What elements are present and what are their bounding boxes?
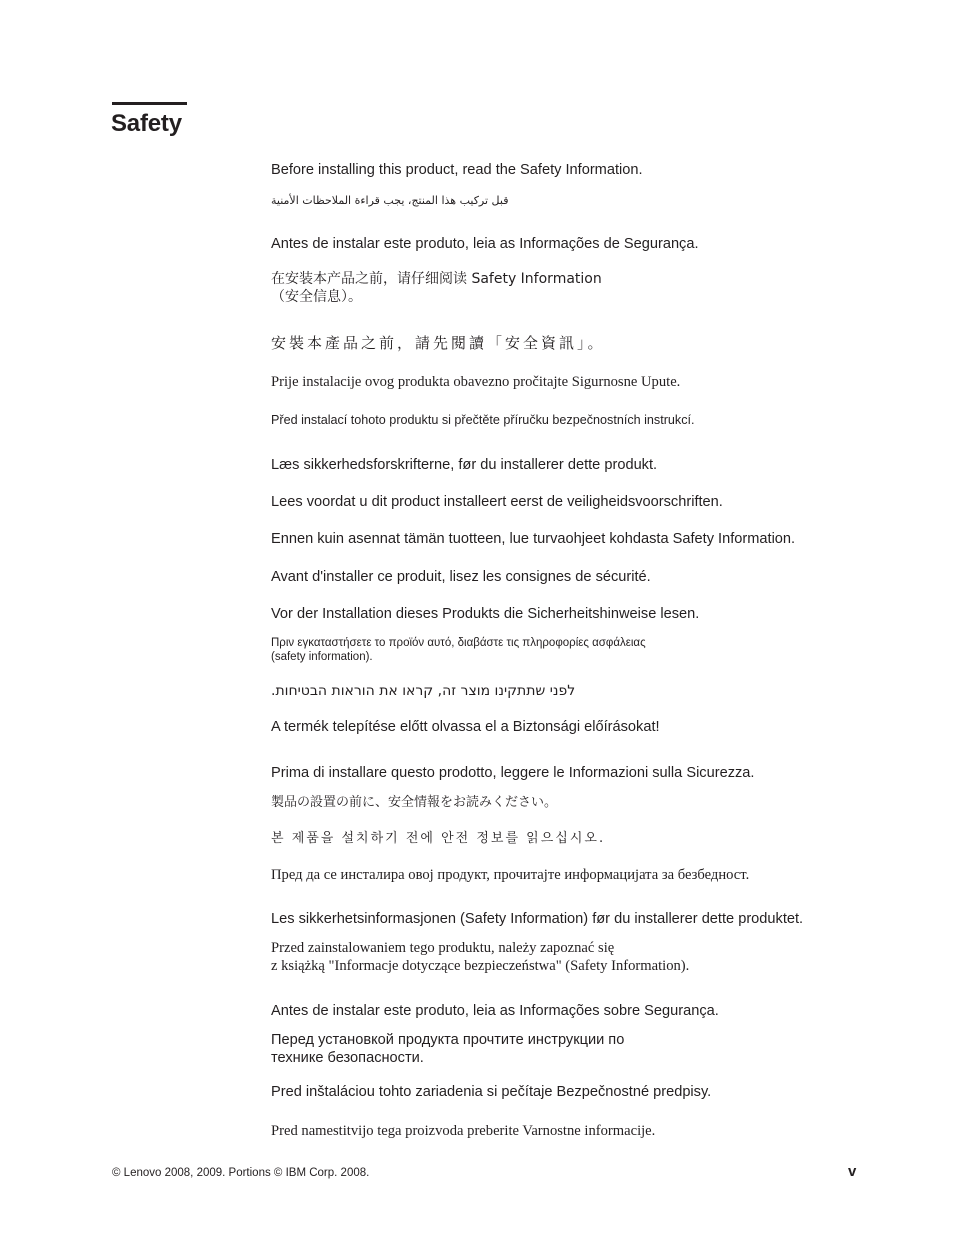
notice-dutch: Lees voordat u dit product installeert eerst de veiligheidsvoorschriften. xyxy=(271,494,723,510)
notice-polish-line1: Przed zainstalowaniem tego produktu, należy zapoznać się xyxy=(271,940,615,956)
notice-russian-line1: Перед установкой продукта прочтите инструкции по xyxy=(271,1032,625,1048)
notice-greek-line1: Πριν εγκαταστήσετε το προϊόν αυτό, διαβάστε τις πληροφορίες ασφάλειας xyxy=(271,637,646,649)
notice-japanese: 製品の設置の前に、安全情報をお読みください。 xyxy=(271,795,558,810)
notice-norwegian: Les sikkerhetsinformasjonen (Safety Information) før du installerer dette produktet. xyxy=(271,911,804,927)
page-title: Safety xyxy=(111,110,182,137)
notice-polish xyxy=(271,939,689,975)
notice-korean: 본 제품을 설치하기 전에 안전 정보를 읽으십시오. xyxy=(271,831,606,846)
notice-croatian: Prije instalacije ovog produkta obavezno pročitajte Sigurnosne Upute. xyxy=(271,374,681,390)
notice-german: Vor der Installation dieses Produkts die Sicherheitshinweise lesen. xyxy=(271,606,700,622)
notice-greek-line2: (safety information). xyxy=(271,651,373,663)
notice-italian: Prima di installare questo prodotto, leggere le Informazioni sulla Sicurezza. xyxy=(271,765,755,781)
notice-greek xyxy=(271,636,646,664)
notice-chinese-simplified-line2: （安全信息）。 xyxy=(271,289,362,305)
notice-french: Avant d'installer ce produit, lisez les consignes de sécurité. xyxy=(271,569,651,585)
notice-russian xyxy=(271,1031,624,1067)
title-rule xyxy=(112,102,187,105)
footer-copyright: © Lenovo 2008, 2009. Portions © IBM Corp. 2008. xyxy=(112,1167,370,1179)
notice-danish: Læs sikkerhedsforskrifterne, før du installerer dette produkt. xyxy=(271,457,658,473)
notice-portuguese: Antes de instalar este produto, leia as Informações sobre Segurança. xyxy=(271,1003,719,1019)
page-number: v xyxy=(848,1163,857,1180)
notice-portuguese-brazil: Antes de instalar este produto, leia as Informações de Segurança. xyxy=(271,236,699,252)
notice-chinese-traditional: 安裝本產品之前，請先閱讀「安全資訊」。 xyxy=(271,334,606,352)
notice-polish-line2: z książką "Informacje dotyczące bezpieczeństwa" (Safety Information). xyxy=(271,958,690,974)
notice-slovak: Pred inštaláciou tohto zariadenia si pečítaje Bezpečnostné predpisy. xyxy=(271,1084,712,1100)
notice-macedonian: Пред да се инсталира овој продукт, прочитајте информацијата за безбедност. xyxy=(271,867,750,883)
notice-arabic: قبل تركيب هذا المنتج، يجب قراءة الملاحظات الأمنية xyxy=(271,194,509,207)
notice-finnish: Ennen kuin asennat tämän tuotteen, lue turvaohjeet kohdasta Safety Information. xyxy=(271,531,796,547)
notice-russian-line2: технике безопасности. xyxy=(271,1050,424,1066)
notice-chinese-simplified xyxy=(271,270,602,306)
notice-english: Before installing this product, read the Safety Information. xyxy=(271,162,643,178)
notice-slovenian: Pred namestitvijo tega proizvoda preberite Varnostne informacije. xyxy=(271,1123,656,1139)
notice-chinese-simplified-line1: 在安装本产品之前，请仔细阅读 Safety Information xyxy=(271,271,602,287)
notice-hebrew: לפני שתתקינו מוצר זה, קראו את הוראות הבטיחות. xyxy=(271,683,576,699)
notice-czech: Před instalací tohoto produktu si přečtěte příručku bezpečnostních instrukcí. xyxy=(271,413,695,427)
notice-hungarian: A termék telepítése előtt olvassa el a Biztonsági előírásokat! xyxy=(271,719,660,735)
